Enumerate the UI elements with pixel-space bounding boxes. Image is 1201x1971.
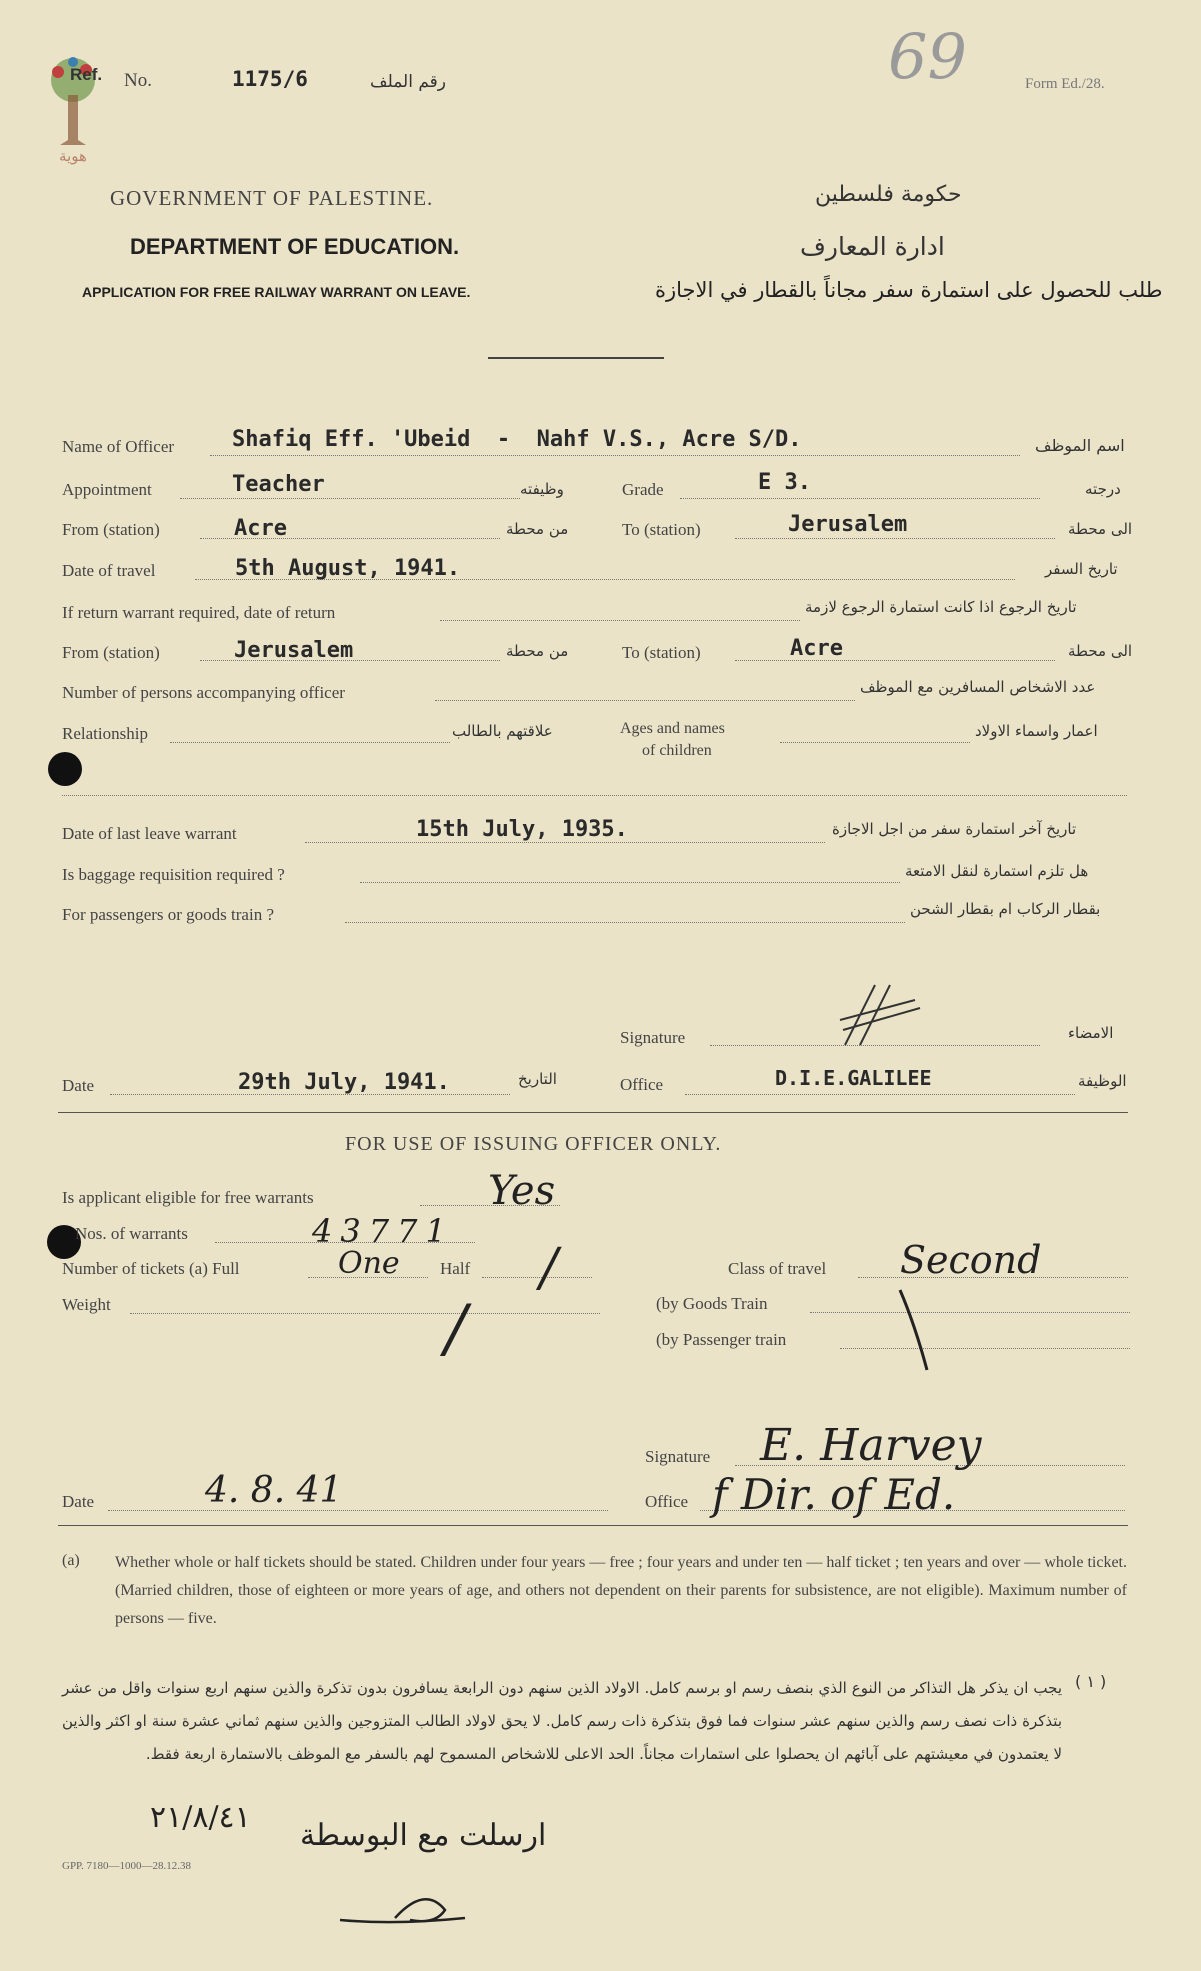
- children-dots: [780, 742, 970, 743]
- header-divider: [488, 357, 664, 359]
- last-leave-ar: تاريخ آخر استمارة سفر من اجل الاجازة: [832, 820, 1077, 838]
- page-number: 69: [888, 20, 967, 93]
- train-dots: [345, 922, 905, 923]
- issuing-office-label: Office: [645, 1492, 689, 1511]
- weight-label: Weight: [62, 1295, 111, 1314]
- return-ar: تاريخ الرجوع اذا كانت استمارة الرجوع لازمة: [805, 598, 1077, 616]
- from2-label: From (station): [62, 643, 160, 662]
- file-number-ar: رقم الملف: [370, 72, 447, 92]
- appointment-dots: [180, 498, 520, 499]
- logo-text: هوية: [59, 147, 87, 165]
- to2-label: To (station): [622, 643, 701, 662]
- to2-dots: [735, 660, 1055, 661]
- nos-value: 43771: [312, 1212, 454, 1250]
- section-divider: [58, 1112, 1128, 1113]
- baggage-label: Is baggage requisition required ?: [62, 865, 285, 884]
- dept-en: DEPARTMENT OF EDUCATION.: [130, 234, 460, 259]
- weight-dots: [130, 1313, 600, 1314]
- grade-ar: درجته: [1085, 480, 1121, 498]
- nos-label: Nos. of warrants: [75, 1224, 188, 1243]
- appointment-value: Teacher: [232, 472, 325, 497]
- note-en-text: Whether whole or half tickets should be stated. Children under four years — free ; four years and under ten — half ticket ; ten years and over — whole ticket. (Married children, those of eighteen or more years of age, and others not dependent on their parents for subsistence, are not eligible). Maximum number of persons — five.: [115, 1554, 1127, 1627]
- handwritten-ar-date: ٢١/٨/٤١: [150, 1800, 251, 1835]
- to2-value: Acre: [790, 636, 843, 661]
- note-en-marker: (a): [62, 1552, 80, 1569]
- notes-divider: [58, 1525, 1128, 1526]
- app-ar: طلب للحصول على استمارة سفر مجاناً بالقطار في الاجازة: [655, 278, 1163, 302]
- to-ar: الى محطة: [1068, 520, 1133, 538]
- name-label: Name of Officer: [62, 437, 175, 456]
- date-value: 29th July, 1941.: [238, 1070, 450, 1095]
- ref-label: Ref.: [70, 65, 103, 84]
- passenger-label: (by Passenger train: [656, 1330, 787, 1349]
- eligible-label: Is applicant eligible for free warrants: [62, 1188, 314, 1207]
- grade-value: E 3.: [758, 470, 811, 495]
- to-value: Jerusalem: [788, 512, 908, 537]
- gov-en: GOVERNMENT OF PALESTINE.: [110, 186, 434, 210]
- baggage-ar: هل تلزم استمارة لنقل الامتعة: [905, 862, 1089, 880]
- grade-label: Grade: [622, 480, 664, 499]
- baggage-dots: [360, 882, 900, 883]
- issuing-date-label: Date: [62, 1492, 95, 1511]
- persons-label: Number of persons accompanying officer: [62, 683, 345, 702]
- office-ar: الوظيفة: [1078, 1072, 1127, 1090]
- issuing-date-dots: [108, 1510, 608, 1511]
- children-ar: اعمار واسماء الاولاد: [975, 722, 1098, 740]
- last-leave-label: Date of last leave warrant: [62, 824, 237, 843]
- appointment-label: Appointment: [62, 480, 152, 499]
- name-dots: [210, 455, 1020, 456]
- full-value: One: [338, 1246, 400, 1281]
- bottom-initials-mark: [335, 1880, 475, 1940]
- children-label-1: Ages and names: [620, 720, 725, 737]
- from2-ar: من محطة: [506, 642, 569, 660]
- issuing-heading: FOR USE OF ISSUING OFFICER ONLY.: [345, 1133, 722, 1155]
- applicant-signature-mark: [835, 980, 925, 1050]
- punch-hole: [48, 752, 82, 786]
- return-dots: [440, 620, 800, 621]
- half-value: /: [540, 1238, 558, 1298]
- dept-ar: ادارة المعارف: [800, 232, 945, 261]
- half-label: Half: [440, 1259, 471, 1278]
- goods-label: (by Goods Train: [656, 1294, 768, 1313]
- office-value: D.I.E.GALILEE: [775, 1066, 932, 1090]
- persons-ar: عدد الاشخاص المسافرين مع الموظف: [860, 678, 1096, 696]
- date-travel-ar: تاريخ السفر: [1045, 560, 1118, 578]
- note-ar-marker: ( ١ ): [1075, 1672, 1107, 1691]
- to-dots: [735, 538, 1055, 539]
- app-en: APPLICATION FOR FREE RAILWAY WARRANT ON LEAVE.: [82, 284, 471, 300]
- relationship-ar: علاقتهم بالطالب: [452, 722, 553, 740]
- issuing-signature-label: Signature: [645, 1447, 711, 1466]
- relationship-label: Relationship: [62, 724, 148, 743]
- handwritten-ar-note: ارسلت مع البوسطة: [300, 1818, 547, 1853]
- date-label: Date: [62, 1076, 95, 1095]
- children-label-2: of children: [642, 742, 712, 759]
- return-label: If return warrant required, date of return: [62, 603, 336, 622]
- date-travel-value: 5th August, 1941.: [235, 556, 461, 581]
- to2-ar: الى محطة: [1068, 642, 1133, 660]
- passenger-dots: [840, 1348, 1130, 1349]
- class-label: Class of travel: [728, 1259, 827, 1278]
- issuing-office-value: f Dir. of Ed.: [712, 1470, 956, 1519]
- half-dots: [482, 1277, 592, 1278]
- train-ar: بقطار الركاب ام بقطار الشحن: [910, 900, 1101, 918]
- no-label: No.: [124, 70, 152, 91]
- from2-value: Jerusalem: [234, 638, 354, 663]
- from-value: Acre: [234, 516, 287, 541]
- issuing-signature-value: E. Harvey: [760, 1420, 982, 1471]
- form-code: Form Ed./28.: [1025, 76, 1105, 92]
- eligible-value: Yes: [488, 1168, 556, 1214]
- office-dots: [685, 1094, 1075, 1095]
- date-ar: التاريخ: [518, 1070, 557, 1088]
- office-label: Office: [620, 1075, 664, 1094]
- grade-dots: [680, 498, 1040, 499]
- persons-dots: [435, 700, 855, 701]
- appointment-ar: وظيفته: [520, 480, 564, 498]
- signature-ar: الامضاء: [1068, 1024, 1114, 1042]
- class-value: Second: [900, 1238, 1042, 1282]
- from-ar: من محطة: [506, 520, 569, 538]
- last-leave-value: 15th July, 1935.: [416, 817, 628, 842]
- issuing-date-value: 4. 8. 41: [205, 1470, 343, 1511]
- printer-code: GPP. 7180—1000—28.12.38: [62, 1860, 191, 1872]
- signature-label: Signature: [620, 1028, 686, 1047]
- weight-value: /: [445, 1292, 467, 1366]
- file-number: 1175/6: [232, 67, 308, 91]
- from-label: From (station): [62, 520, 160, 539]
- tickets-label: Number of tickets (a) Full: [62, 1259, 240, 1278]
- last-leave-dots: [305, 842, 825, 843]
- gov-ar: حكومة فلسطين: [815, 182, 962, 207]
- children-dots-2: [62, 795, 1127, 796]
- to-label: To (station): [622, 520, 701, 539]
- class-stroke-mark: [895, 1285, 935, 1375]
- train-label: For passengers or goods train ?: [62, 905, 274, 924]
- name-value: Shafiq Eff. 'Ubeid - Nahf V.S., Acre S/D.: [232, 427, 802, 452]
- date-travel-label: Date of travel: [62, 561, 156, 580]
- note-ar-text: يجب ان يذكر هل التذاكر من النوع الذي بنصف رسم او برسم كامل. الاولاد الذين سنهم دون الرابعة يسافرون بدون تذكرة والذين سنهم اربع سنوات واقل من عشر بتذكرة ذات نصف رسم والذين سنهم عشر سنوات فما فوق بتذكرة ذات رسم كامل. لا يحق لاولاد الطالب المتزوجين والذين سنهم ثماني عشرة سنة او اكثر والذين لا يعتمدون في معيشتهم على آبائهم ان يحصلوا على استمارات مجاناً. الحد الاعلى للاشخاص المسموح لهم بالسفر مع الموظف بالاستمارة اربعة فقط.: [62, 1679, 1062, 1763]
- name-ar: اسم الموظف: [1035, 436, 1125, 455]
- goods-dots: [810, 1312, 1130, 1313]
- relationship-dots: [170, 742, 450, 743]
